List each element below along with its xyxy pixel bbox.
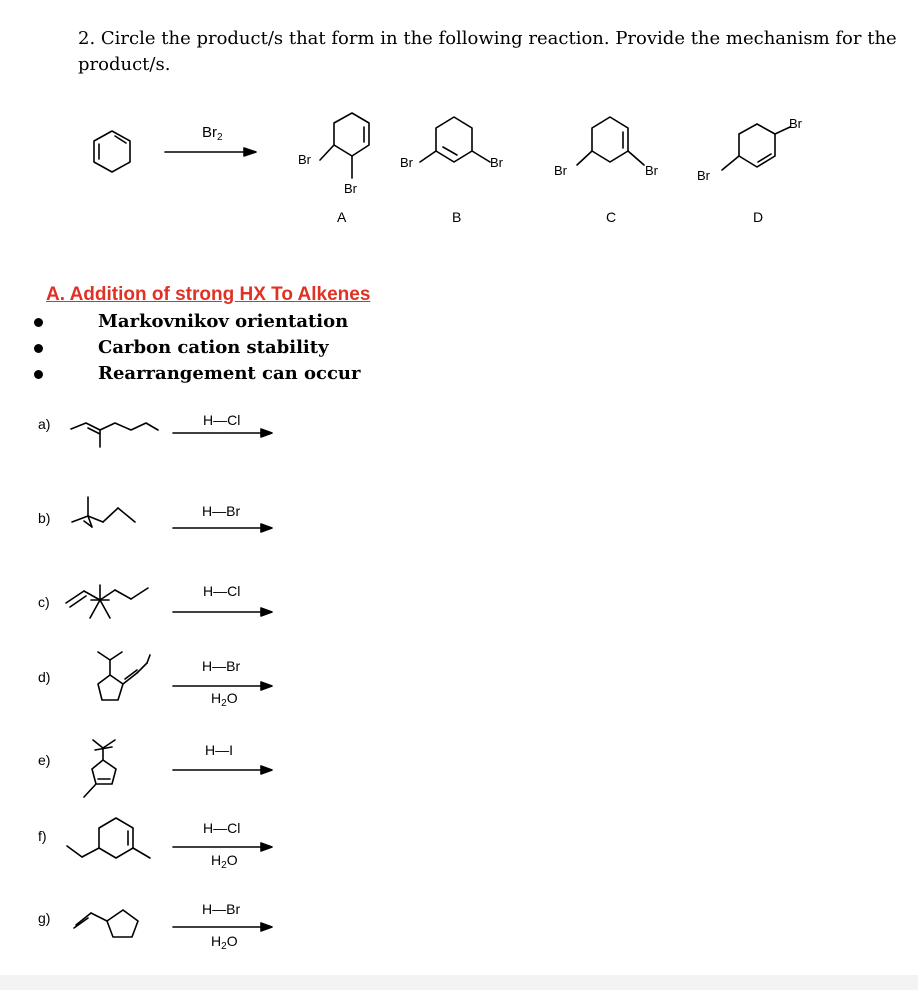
- product-c-structure: [577, 117, 644, 165]
- problem-f-solvent: $H_2O$: [211, 852, 238, 871]
- problem-c-structure: [66, 585, 148, 618]
- product-a-br-bottom: Br: [344, 181, 357, 196]
- problem-g-arrow: [173, 923, 272, 931]
- product-label-a: A: [337, 209, 347, 225]
- product-a-structure: [320, 113, 369, 178]
- product-label-b: B: [452, 209, 462, 225]
- problem-f-structure: [67, 818, 150, 858]
- problem-label-c: c): [38, 594, 50, 610]
- product-a-br-left: Br: [298, 152, 311, 167]
- problem-label-e: e): [38, 752, 51, 768]
- problem-f-reagent: H—Cl: [203, 820, 241, 836]
- problem-d-solvent: $H_2O$: [211, 690, 238, 709]
- bullet-icon: [34, 370, 43, 379]
- product-label-d: D: [753, 209, 764, 225]
- problem-label-a: a): [38, 416, 51, 432]
- problem-d-structure: [98, 652, 150, 700]
- main-reagent: $Br_2$: [202, 124, 223, 143]
- problem-d-reagent: H—Br: [202, 658, 241, 674]
- rule-item: Carbon cation stability: [28, 335, 360, 361]
- problem-label-f: f): [38, 828, 47, 844]
- problem-e-arrow: [173, 766, 272, 774]
- problem-e-structure: [84, 740, 116, 797]
- product-label-c: C: [606, 209, 617, 225]
- problem-b-arrow: [173, 524, 272, 532]
- product-b-br-right: Br: [490, 155, 503, 170]
- problem-f-arrow: [173, 843, 272, 851]
- problem-label-d: d): [38, 669, 51, 685]
- product-d-br-left: Br: [697, 168, 710, 183]
- problem-a-structure: [71, 423, 158, 447]
- rules-list: [28, 309, 360, 387]
- product-c-br-right: Br: [645, 163, 658, 178]
- product-d-br-right: Br: [789, 116, 802, 131]
- problem-label-g: g): [38, 910, 51, 926]
- bullet-icon: [34, 344, 43, 353]
- problem-c-arrow: [173, 608, 272, 616]
- rule-item: Rearrangement can occur: [28, 361, 360, 387]
- cyclohexene-reactant: [94, 131, 130, 172]
- problem-label-b: b): [38, 510, 51, 526]
- problem-a-reagent: H—Cl: [203, 412, 241, 428]
- product-b-structure: [420, 117, 490, 162]
- problem-e-reagent: H—I: [205, 742, 233, 758]
- problem-a-arrow: [173, 429, 272, 437]
- product-d-structure: [722, 124, 790, 170]
- problem-b-reagent: H—Br: [202, 503, 241, 519]
- product-b-br-left: Br: [400, 155, 413, 170]
- problem-d-arrow: [173, 682, 272, 690]
- bullet-icon: [34, 318, 43, 327]
- problem-c-reagent: H—Cl: [203, 583, 241, 599]
- problem-g-reagent: H—Br: [202, 901, 241, 917]
- problem-b-structure: [72, 497, 135, 527]
- main-reaction-arrow: [165, 148, 256, 156]
- rule-item: Markovnikov orientation: [28, 309, 360, 335]
- question-text: 2. Circle the product/s that form in the following reaction. Provide the mechanism for the product/s.: [78, 28, 897, 75]
- section-title: A. Addition of strong HX To Alkenes: [46, 284, 371, 305]
- problem-g-structure: [74, 910, 138, 937]
- problem-g-solvent: $H_2O$: [211, 933, 238, 952]
- product-c-br-left: Br: [554, 163, 567, 178]
